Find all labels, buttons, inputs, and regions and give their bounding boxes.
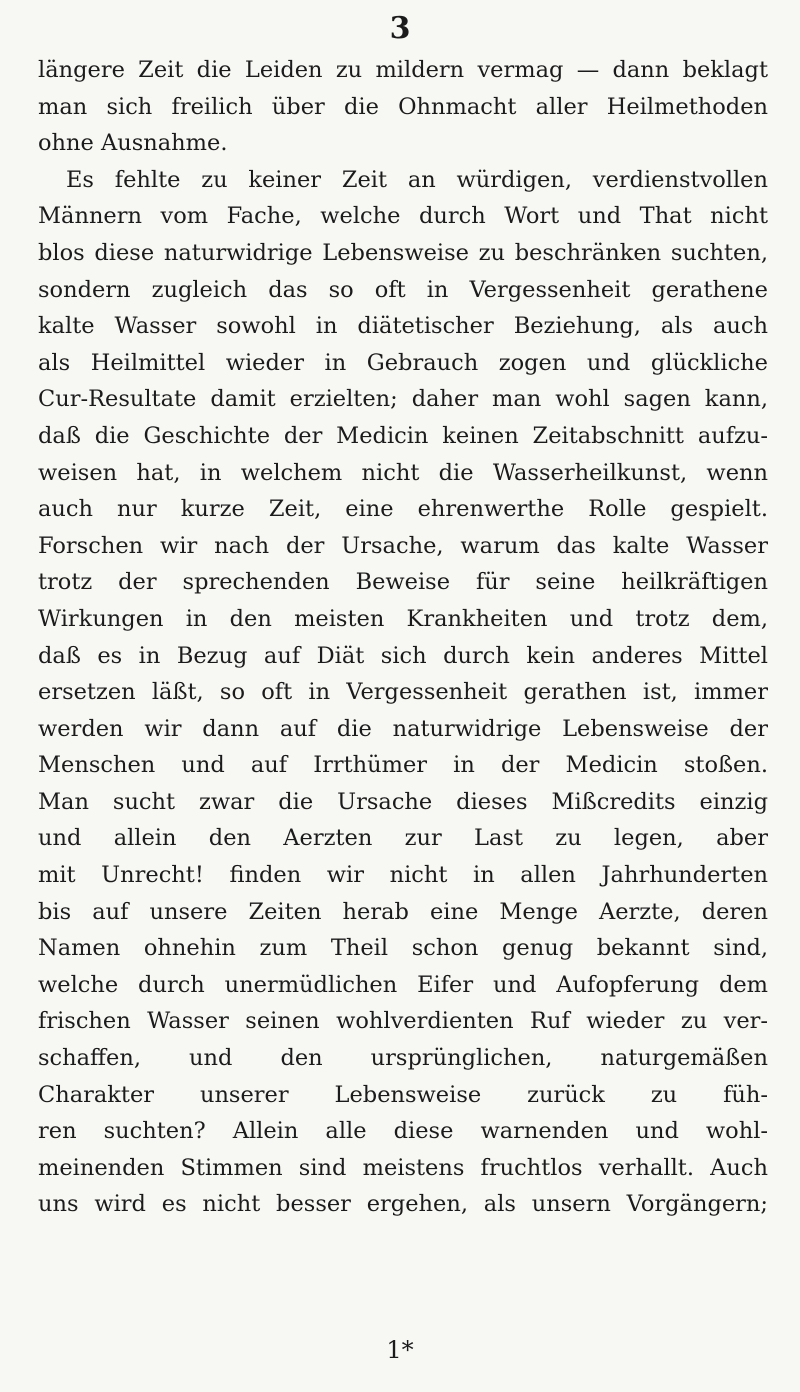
page-number: 3 (389, 11, 411, 46)
text-line: ohne Ausnahme. (38, 130, 228, 157)
text-line: meinenden Stimmen sind meistens fruchtlos verhallt. Auch (38, 1154, 768, 1181)
text-line: als Heilmittel wieder in Gebrauch zogen und glückliche (38, 349, 768, 376)
text-line: uns wird es nicht besser ergehen, als unsern Vorgängern; (38, 1191, 768, 1218)
text-line: welche durch unermüdlichen Eifer und Aufopferung dem (38, 971, 768, 998)
text-line: und allein den Aerzten zur Last zu legen, aber (38, 825, 768, 852)
text-line: ersetzen läßt, so oft in Vergessenheit gerathen ist, immer (38, 679, 768, 706)
text-line: ren suchten? Allein alle diese warnenden und wohl- (38, 1118, 768, 1145)
text-line: sondern zugleich das so oft in Vergessenheit gerathene (38, 276, 768, 303)
text-line: kalte Wasser sowohl in diätetischer Beziehung, als auch (38, 313, 768, 340)
text-line: werden wir dann auf die naturwidrige Lebensweise der (38, 715, 768, 742)
text-line: daß es in Bezug auf Diät sich durch kein anderes Mittel (38, 642, 768, 669)
text-line: Es fehlte zu keiner Zeit an würdigen, verdienstvollen (66, 166, 768, 193)
text-line: Man sucht zwar die Ursache dieses Mißcredits einzig (38, 788, 768, 815)
text-line: längere Zeit die Leiden zu mildern vermag — dann beklagt (38, 57, 768, 83)
text-line: frischen Wasser seinen wohlverdienten Ruf wieder zu ver- (38, 1008, 768, 1035)
text-line: Cur-Resultate damit erzielten; daher man wohl sagen kann, (38, 386, 768, 413)
text-line: blos diese naturwidrige Lebensweise zu beschränken suchten, (38, 239, 768, 266)
text-line: man sich freilich über die Ohnmacht aller Heilmethoden (38, 93, 768, 120)
signature-mark: 1* (386, 1336, 414, 1364)
body-text (38, 52, 768, 1223)
text-line: Charakter unserer Lebensweise zurück zu füh- (38, 1081, 768, 1108)
text-line: schaffen, und den ursprünglichen, naturgemäßen (38, 1045, 768, 1072)
text-line: weisen hat, in welchem nicht die Wasserheilkunst, wenn (38, 459, 768, 486)
text-line: trotz der sprechenden Beweise für seine heilkräftigen (38, 569, 768, 596)
text-line: Wirkungen in den meisten Krankheiten und trotz dem, (38, 605, 768, 632)
text-line: mit Unrecht! finden wir nicht in allen Jahrhunderten (38, 862, 768, 889)
text-line: Menschen und auf Irrthümer in der Medicin stoßen. (38, 752, 768, 779)
text-line: auch nur kurze Zeit, eine ehrenwerthe Rolle gespielt. (38, 496, 768, 523)
text-line: Männern vom Fache, welche durch Wort und That nicht (38, 203, 768, 230)
text-line: bis auf unsere Zeiten herab eine Menge Aerzte, deren (38, 898, 768, 925)
text-line: Namen ohnehin zum Theil schon genug bekannt sind, (38, 935, 768, 962)
text-line: daß die Geschichte der Medicin keinen Zeitabschnitt aufzu- (38, 422, 768, 449)
text-line: Forschen wir nach der Ursache, warum das kalte Wasser (38, 532, 768, 559)
